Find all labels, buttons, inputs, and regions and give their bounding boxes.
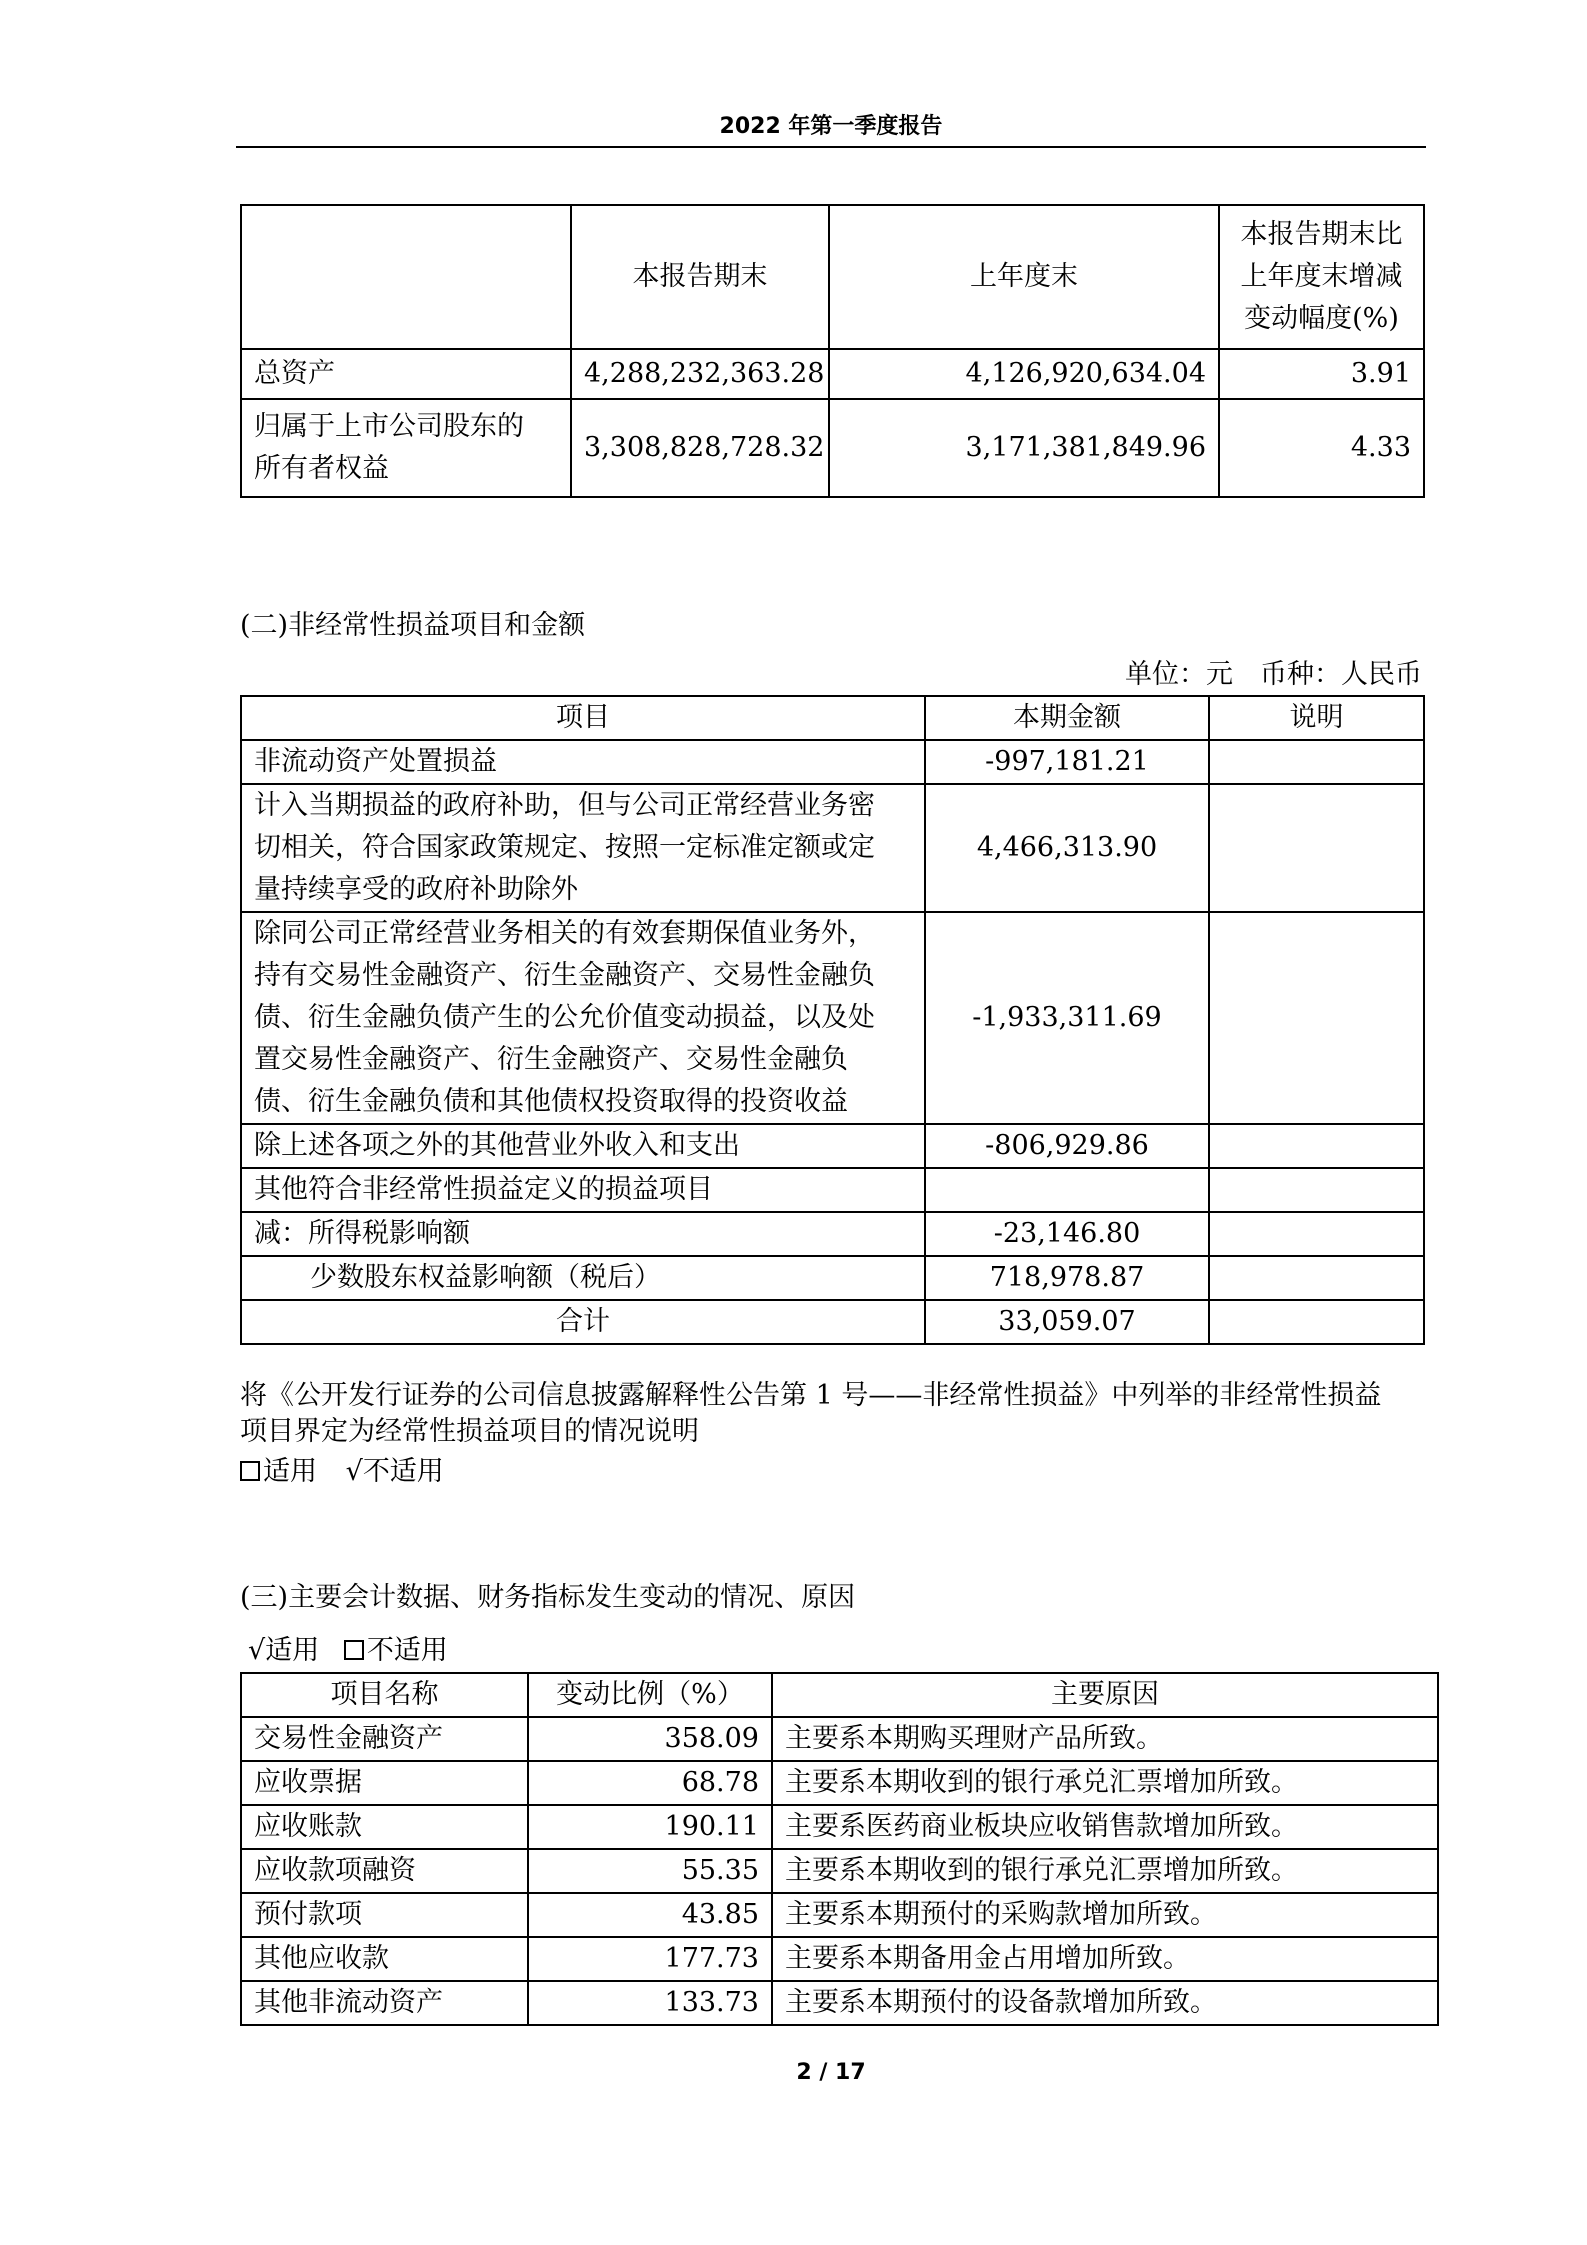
row-item-line: 归属于上市公司股东的 bbox=[254, 411, 524, 442]
checkmark-icon: √ bbox=[345, 1456, 363, 1487]
table-row bbox=[241, 1981, 1438, 2025]
row-reason: 主要系本期购买理财产品所致。 bbox=[772, 1717, 1438, 1761]
not-apply-label: 不适用 bbox=[366, 1635, 448, 1666]
row-item: 减：所得税影响额 bbox=[241, 1212, 925, 1256]
non-recurring-table bbox=[240, 695, 1425, 1345]
row-amount: 718,978.87 bbox=[925, 1256, 1209, 1300]
row-amount: -23,146.80 bbox=[925, 1212, 1209, 1256]
row-item-line: 持有交易性金融资产、衍生金融资产、交易性金融负 bbox=[254, 960, 875, 991]
table-row bbox=[241, 1761, 1438, 1805]
balance-summary-table bbox=[240, 204, 1425, 498]
row-reason: 主要系本期收到的银行承兑汇票增加所致。 bbox=[772, 1761, 1438, 1805]
row-item bbox=[241, 399, 571, 497]
header-cell-ratio: 变动比例（%） bbox=[528, 1673, 772, 1717]
row-note bbox=[1209, 740, 1424, 784]
header-rule bbox=[236, 146, 1426, 148]
header-line: 本报告期末比 bbox=[1240, 219, 1403, 250]
row-reason: 主要系本期预付的设备款增加所致。 bbox=[772, 1981, 1438, 2025]
row-current: 3,308,828,728.32 bbox=[571, 399, 829, 497]
row-note bbox=[1209, 912, 1424, 1124]
row-ratio: 55.35 bbox=[528, 1849, 772, 1893]
row-item-line: 量持续享受的政府补助除外 bbox=[254, 874, 578, 905]
row-ratio: 358.09 bbox=[528, 1717, 772, 1761]
applicability-row bbox=[240, 1453, 444, 1491]
row-prior: 3,171,381,849.96 bbox=[829, 399, 1219, 497]
row-item: 总资产 bbox=[241, 349, 571, 399]
row-note bbox=[1209, 1212, 1424, 1256]
row-amount: -806,929.86 bbox=[925, 1124, 1209, 1168]
row-item: 除上述各项之外的其他营业外收入和支出 bbox=[241, 1124, 925, 1168]
row-change: 3.91 bbox=[1219, 349, 1424, 399]
row-item-line: 所有者权益 bbox=[254, 453, 389, 484]
row-name: 预付款项 bbox=[241, 1893, 528, 1937]
row-item-line: 切相关，符合国家政策规定、按照一定标准定额或定 bbox=[254, 832, 875, 863]
table-row bbox=[241, 1124, 1424, 1168]
checkbox-empty-icon bbox=[240, 1461, 260, 1481]
row-item: 少数股东权益影响额（税后） bbox=[241, 1256, 925, 1300]
table-row bbox=[241, 1168, 1424, 1212]
table-row-total bbox=[241, 1300, 1424, 1344]
row-note bbox=[1209, 1300, 1424, 1344]
section3-title: (三)主要会计数据、财务指标发生变动的情况、原因 bbox=[240, 1582, 856, 1613]
row-ratio: 177.73 bbox=[528, 1937, 772, 1981]
table-row bbox=[241, 349, 1424, 399]
table-header-row bbox=[241, 1673, 1438, 1717]
row-ratio: 190.11 bbox=[528, 1805, 772, 1849]
table-row bbox=[241, 740, 1424, 784]
changes-table bbox=[240, 1672, 1439, 2026]
table-row bbox=[241, 1849, 1438, 1893]
row-amount: 4,466,313.90 bbox=[925, 784, 1209, 912]
table-header-row bbox=[241, 696, 1424, 740]
row-name: 应收票据 bbox=[241, 1761, 528, 1805]
row-amount bbox=[925, 1168, 1209, 1212]
table-row bbox=[241, 784, 1424, 912]
apply-label: 适用 bbox=[265, 1635, 320, 1666]
table-row bbox=[241, 912, 1424, 1124]
row-name: 交易性金融资产 bbox=[241, 1717, 528, 1761]
row-item-line: 除同公司正常经营业务相关的有效套期保值业务外， bbox=[254, 918, 875, 949]
row-reason: 主要系医药商业板块应收销售款增加所致。 bbox=[772, 1805, 1438, 1849]
row-ratio: 133.73 bbox=[528, 1981, 772, 2025]
row-current: 4,288,232,363.28 bbox=[571, 349, 829, 399]
table-row bbox=[241, 399, 1424, 497]
row-note bbox=[1209, 784, 1424, 912]
report-header: 2022 年第一季度报告 bbox=[719, 114, 943, 139]
row-reason: 主要系本期备用金占用增加所致。 bbox=[772, 1937, 1438, 1981]
row-name: 应收账款 bbox=[241, 1805, 528, 1849]
explanation-line: 项目界定为经常性损益项目的情况说明 bbox=[240, 1416, 699, 1447]
row-item: 合计 bbox=[241, 1300, 925, 1344]
header-cell-prior: 上年度末 bbox=[829, 205, 1219, 349]
row-note bbox=[1209, 1256, 1424, 1300]
unit-currency-label: 单位：元 币种：人民币 bbox=[1125, 659, 1422, 690]
row-item-line: 置交易性金融资产、衍生金融资产、交易性金融负 bbox=[254, 1044, 848, 1075]
row-item-line: 计入当期损益的政府补助，但与公司正常经营业务密 bbox=[254, 790, 875, 821]
row-item: 非流动资产处置损益 bbox=[241, 740, 925, 784]
header-line: 上年度末增减 bbox=[1240, 261, 1403, 292]
explanation-line: 将《公开发行证券的公司信息披露解释性公告第 1 号——非经常性损益》中列举的非经常性损益 bbox=[240, 1380, 1382, 1411]
section2-title: (二)非经常性损益项目和金额 bbox=[240, 610, 586, 641]
table-row bbox=[241, 1805, 1438, 1849]
row-item-line: 债、衍生金融负债和其他债权投资取得的投资收益 bbox=[254, 1086, 848, 1117]
table-header-row bbox=[241, 205, 1424, 349]
row-note bbox=[1209, 1124, 1424, 1168]
row-item: 其他符合非经常性损益定义的损益项目 bbox=[241, 1168, 925, 1212]
header-line: 变动幅度(%) bbox=[1244, 303, 1399, 334]
row-amount: 33,059.07 bbox=[925, 1300, 1209, 1344]
header-cell-reason: 主要原因 bbox=[772, 1673, 1438, 1717]
table-row bbox=[241, 1717, 1438, 1761]
page-number: 2 / 17 bbox=[796, 2060, 866, 2085]
header-cell-amount: 本期金额 bbox=[925, 696, 1209, 740]
applicability-row bbox=[248, 1632, 448, 1670]
row-item bbox=[241, 784, 925, 912]
row-prior: 4,126,920,634.04 bbox=[829, 349, 1219, 399]
checkbox-empty-icon bbox=[344, 1640, 364, 1660]
row-amount: -1,933,311.69 bbox=[925, 912, 1209, 1124]
table-row bbox=[241, 1893, 1438, 1937]
row-reason: 主要系本期收到的银行承兑汇票增加所致。 bbox=[772, 1849, 1438, 1893]
header-cell-name: 项目名称 bbox=[241, 1673, 528, 1717]
checkmark-icon: √ bbox=[248, 1635, 266, 1666]
row-item bbox=[241, 912, 925, 1124]
header-cell-note: 说明 bbox=[1209, 696, 1424, 740]
header-cell-empty bbox=[241, 205, 571, 349]
table-row bbox=[241, 1256, 1424, 1300]
row-item-line: 债、衍生金融负债产生的公允价值变动损益，以及处 bbox=[254, 1002, 875, 1033]
row-change: 4.33 bbox=[1219, 399, 1424, 497]
apply-label: 适用 bbox=[263, 1456, 317, 1487]
table-row bbox=[241, 1937, 1438, 1981]
header-cell-item: 项目 bbox=[241, 696, 925, 740]
row-ratio: 43.85 bbox=[528, 1893, 772, 1937]
table-row bbox=[241, 1212, 1424, 1256]
not-apply-label: 不适用 bbox=[362, 1456, 444, 1487]
row-note bbox=[1209, 1168, 1424, 1212]
header-cell-current: 本报告期末 bbox=[571, 205, 829, 349]
row-amount: -997,181.21 bbox=[925, 740, 1209, 784]
header-cell-change bbox=[1219, 205, 1424, 349]
row-name: 其他应收款 bbox=[241, 1937, 528, 1981]
row-name: 其他非流动资产 bbox=[241, 1981, 528, 2025]
row-ratio: 68.78 bbox=[528, 1761, 772, 1805]
row-reason: 主要系本期预付的采购款增加所致。 bbox=[772, 1893, 1438, 1937]
row-name: 应收款项融资 bbox=[241, 1849, 528, 1893]
